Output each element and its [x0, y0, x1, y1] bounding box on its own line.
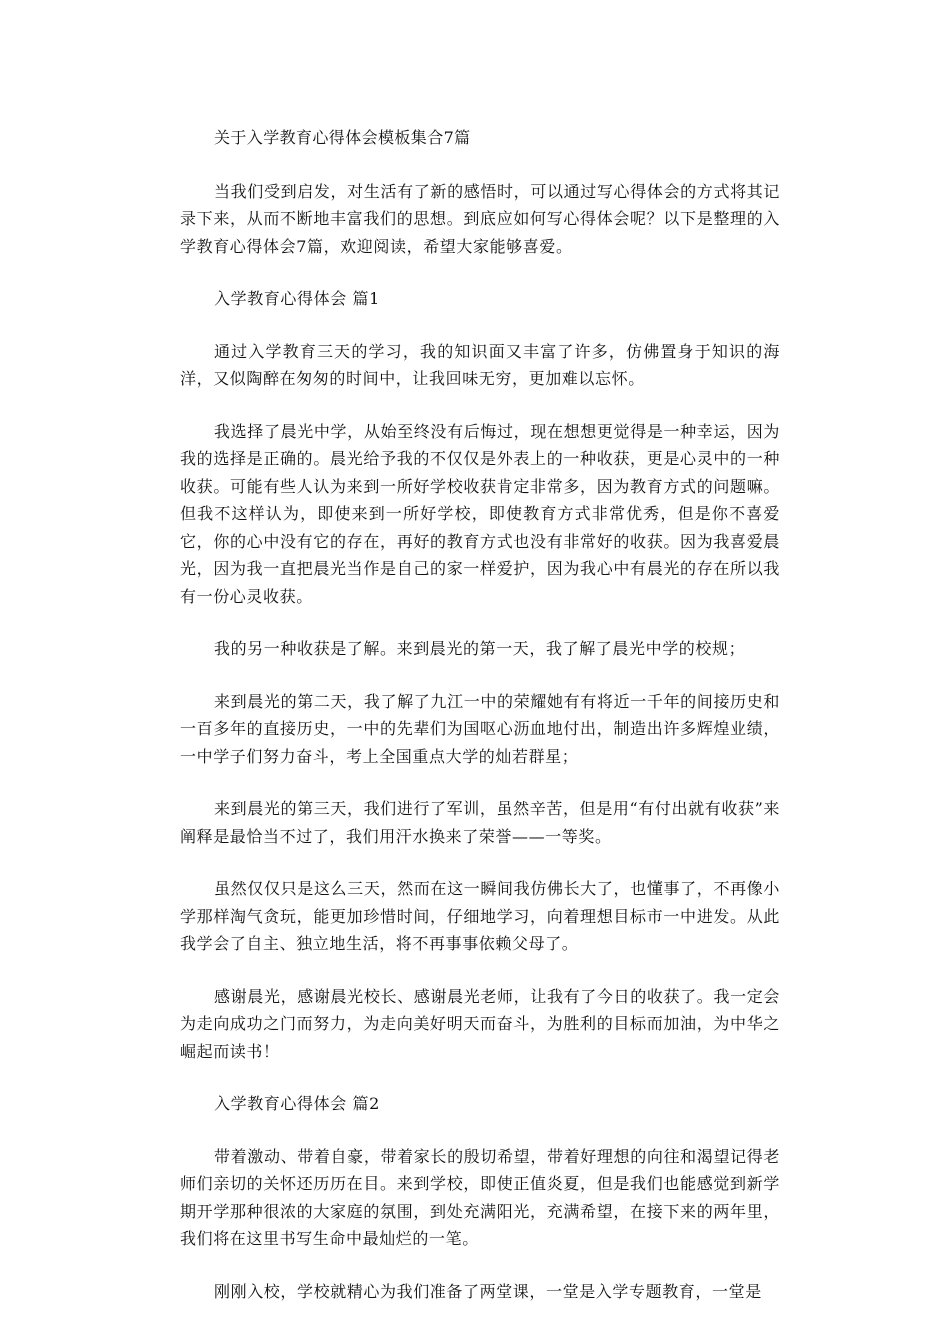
section-heading-1: 入学教育心得体会 篇1	[214, 289, 380, 308]
section-1-paragraph-3: 我的另一种收获是了解。来到晨光的第一天，我了解了晨光中学的校规；	[214, 639, 746, 658]
section-1-paragraph-6: 虽然仅仅只是这么三天，然而在这一瞬间我仿佛长大了，也懂事了，不再像小学那样淘气贪玩，能更加珍惜时间，仔细地学习，向着理想目标市一中进发。从此我学会了自主、独立地生活，将不再事事依赖父母了。	[180, 879, 780, 953]
intro-paragraph: 当我们受到启发，对生活有了新的感悟时，可以通过写心得体会的方式将其记录下来，从而不断地丰富我们的思想。到底应如何写心得体会呢？以下是整理的入学教育心得体会7篇，欢迎阅读，希望大家能够喜爱。	[180, 181, 780, 256]
section-1-paragraph-5: 来到晨光的第三天，我们进行了军训，虽然辛苦，但是用“有付出就有收获”来阐释是最恰当不过了，我们用汗水换来了荣誉——一等奖。	[180, 799, 780, 846]
section-1-paragraph-7: 感谢晨光，感谢晨光校长、感谢晨光老师，让我有了今日的收获了。我一定会为走向成功之门而努力，为走向美好明天而奋斗，为胜利的目标而加油，为中华之崛起而读书！	[180, 986, 780, 1061]
section-2-paragraph-1: 带着激动、带着自豪，带着家长的殷切希望，带着好理想的向往和渴望记得老师们亲切的关怀还历历在目。来到学校，即使正值炎夏，但是我们也能感觉到新学期开学那种很浓的大家庭的氛围，到处充满阳光，充满希望，在接下来的两年里，我们将在这里书写生命中最灿烂的一笔。	[180, 1146, 780, 1248]
document-body	[180, 124, 780, 1305]
section-2-paragraph-2: 刚刚入校，学校就精心为我们准备了两堂课，一堂是入学专题教育，一堂是	[214, 1281, 762, 1301]
document-title: 关于入学教育心得体会模板集合7篇	[214, 128, 471, 147]
section-1-paragraph-2: 我选择了晨光中学，从始至终没有后悔过，现在想想更觉得是一种幸运，因为我的选择是正确的。晨光给予我的不仅仅是外表上的一种收获，更是心灵中的一种收获。可能有些人认为来到一所好学校收获肯定非常多，因为教育方式的问题嘛。但我不这样认为，即使来到一所好学校，即使教育方式非常优秀，但是你不喜爱它，你的心中没有它的存在，再好的教育方式也没有非常好的收获。因为我喜爱晨光，因为我一直把晨光当作是自己的家一样爱护，因为我心中有晨光的存在所以我有一份心灵收获。	[180, 421, 780, 606]
section-1-paragraph-1: 通过入学教育三天的学习，我的知识面又丰富了许多，仿佛置身于知识的海洋，又似陶醉在匆匆的时间中，让我回味无穷，更加难以忘怀。	[180, 341, 780, 388]
section-1-paragraph-4: 来到晨光的第二天，我了解了九江一中的荣耀她有有将近一千年的间接历史和一百多年的直接历史，一中的先辈们为国呕心沥血地付出，制造出许多辉煌业绩，一中学子们努力奋斗，考上全国重点大学的灿若群星；	[180, 691, 780, 766]
section-heading-2: 入学教育心得体会 篇2	[214, 1094, 380, 1113]
